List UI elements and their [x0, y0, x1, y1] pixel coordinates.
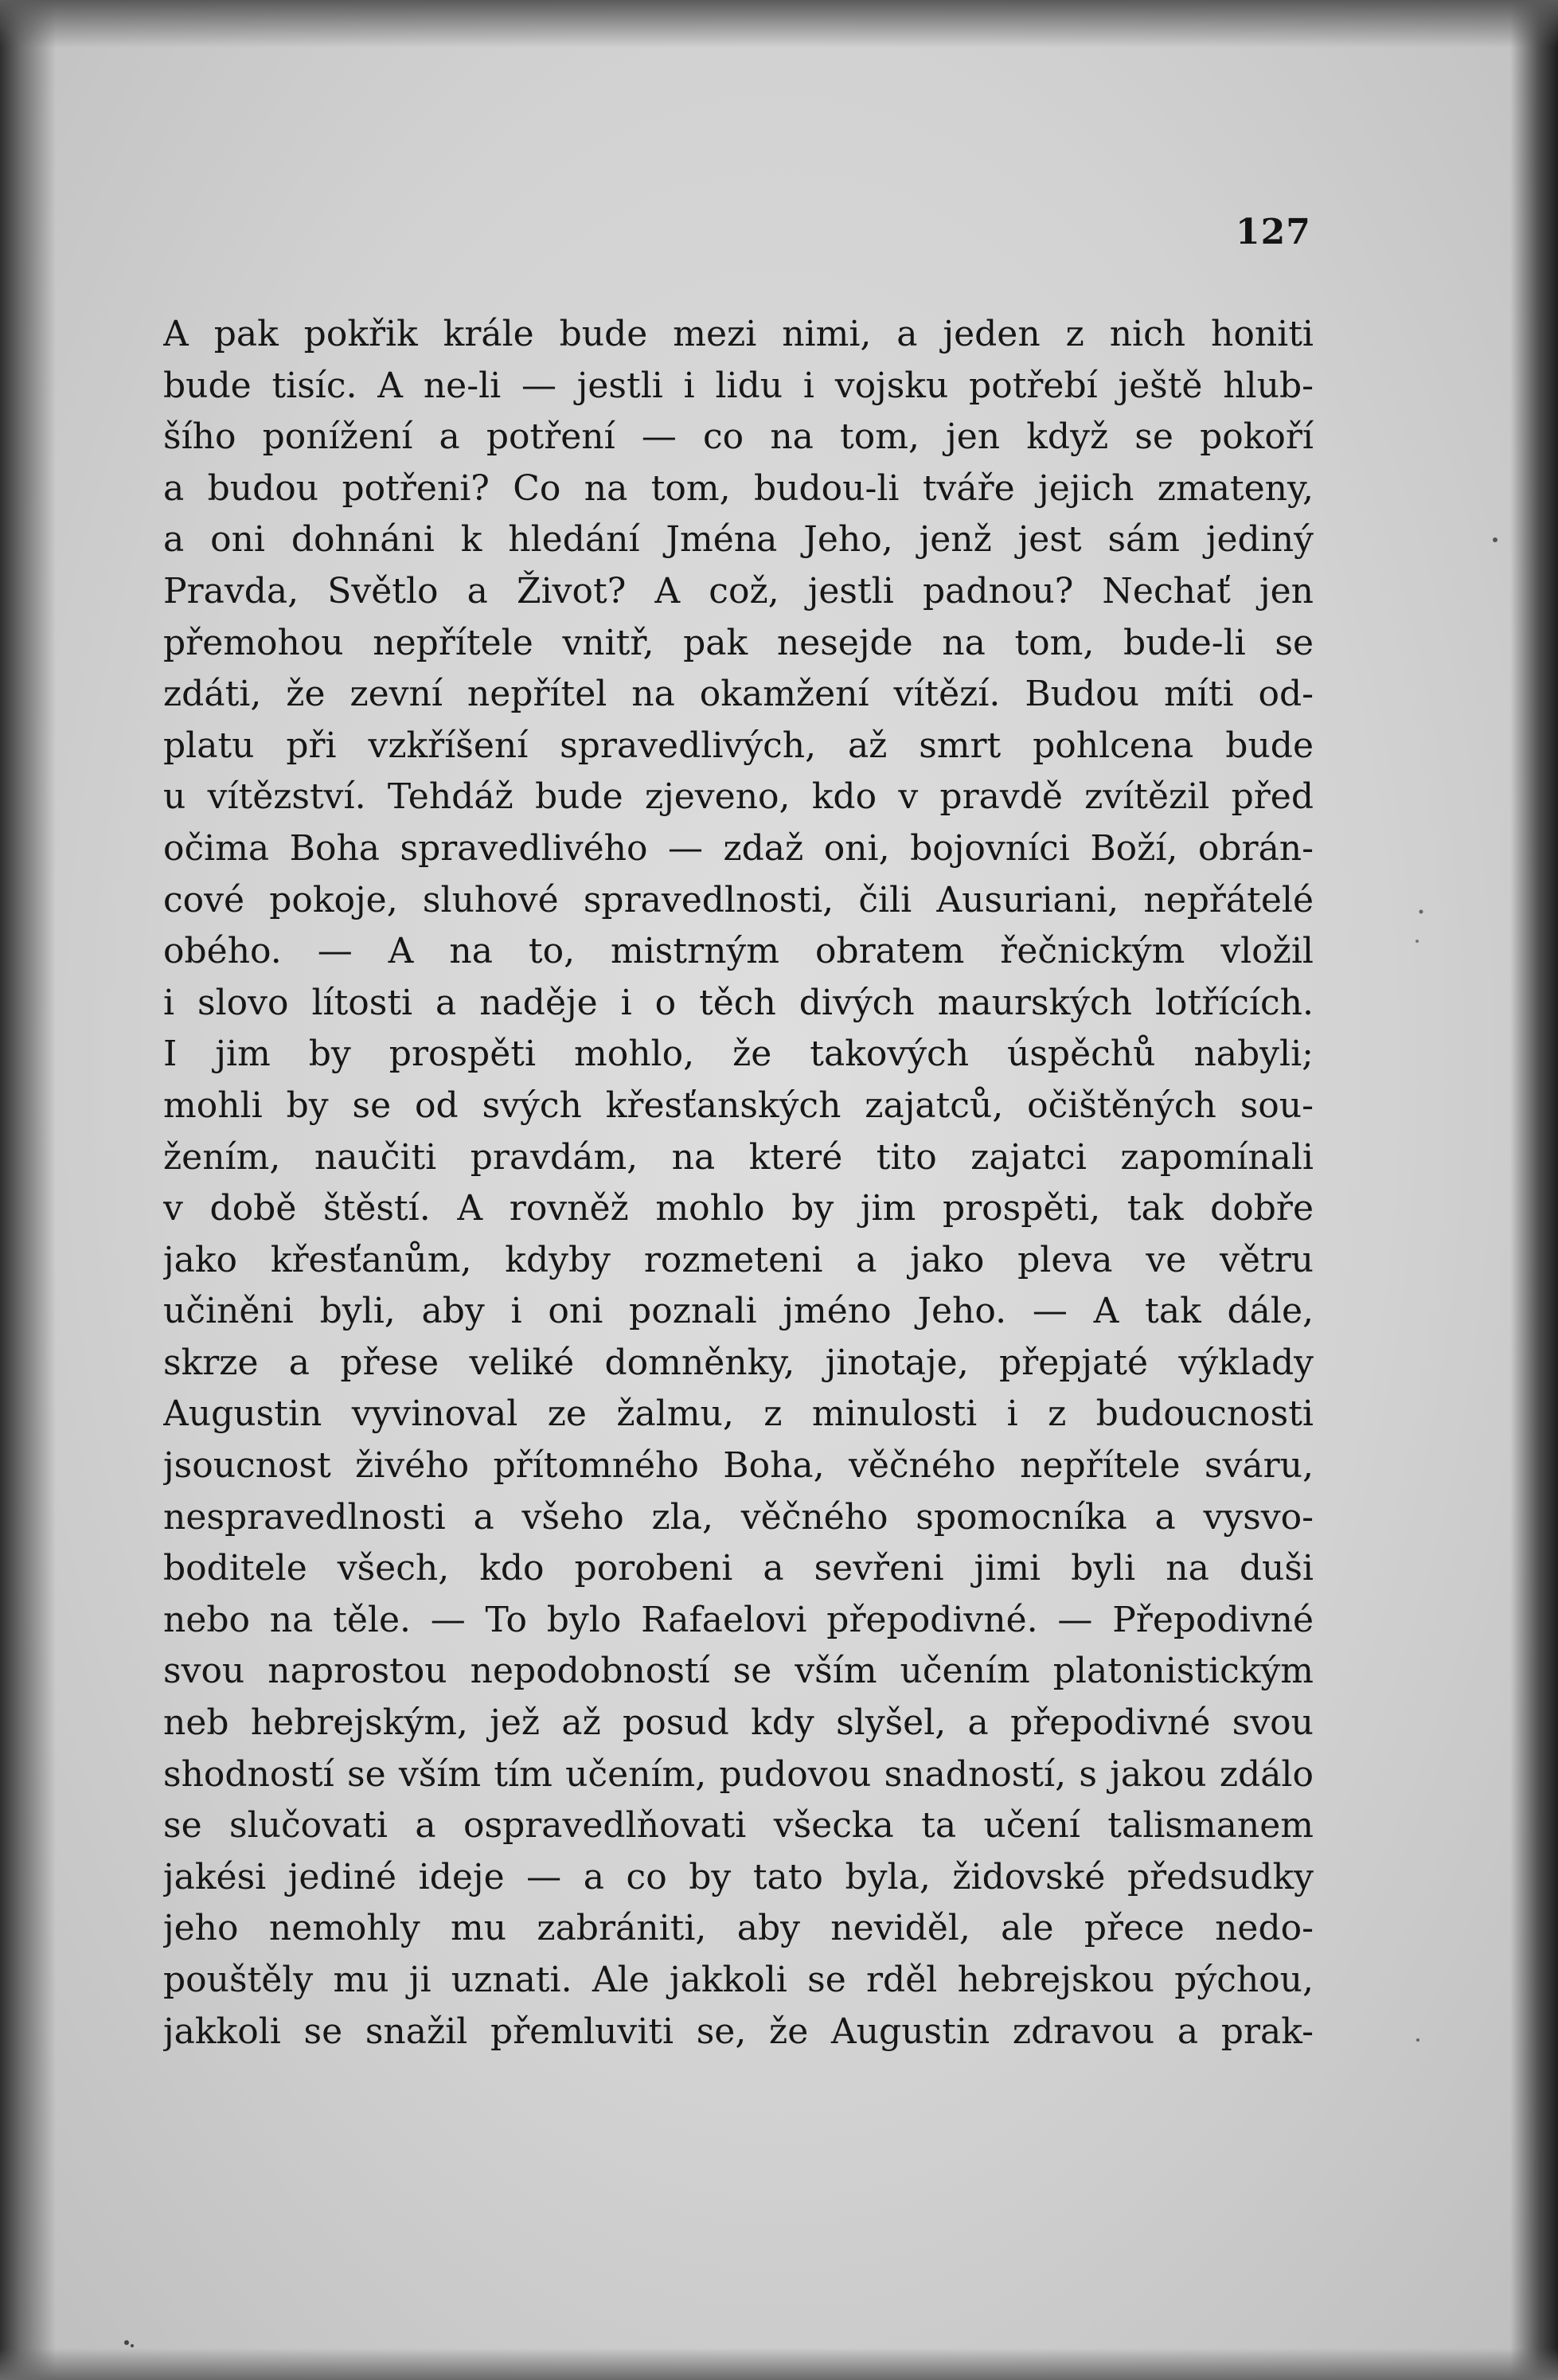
text-line: I jim by prospěti mohlo, že takových úspěchů nabyli;: [163, 1034, 1314, 1075]
text-line: Augustin vyvinoval ze žalmu, z minulosti i z budoucnosti: [163, 1393, 1314, 1435]
text-line: A pak pokřik krále bude mezi nimi, a jeden z nich honiti: [163, 314, 1314, 354]
text-line: svou naprostou nepodobností se vším učením platonistickým: [163, 1651, 1314, 1692]
text-line: v době štěstí. A rovněž mohlo by jim prospěti, tak dobře: [163, 1188, 1314, 1229]
text-line: pouštěly mu ji uznati. Ale jakkoli se rděl hebrejskou pýchou,: [163, 1960, 1314, 2000]
text-line: skrze a přese veliké domněnky, jinotaje, přepjaté výklady: [163, 1342, 1314, 1383]
text-line: platu při vzkříšení spravedlivých, až smrt pohlcena bude: [163, 725, 1314, 766]
text-line: žením, naučiti pravdám, na které tito zajatci zapomínali: [163, 1136, 1314, 1178]
text-line: i slovo lítosti a naděje i o těch divých maurských lotřících.: [163, 982, 1314, 1023]
text-line: a budou potřeni? Co na tom, budou-li tváře jejich zmateny,: [163, 467, 1314, 509]
body-text: [163, 309, 1314, 2058]
text-line: jeho nemohly mu zabrániti, aby neviděl, ale přece nedo-: [163, 1908, 1314, 1949]
text-line: jako křesťanům, kdyby rozmeteni a jako pleva ve větru: [163, 1239, 1314, 1280]
text-line: neb hebrejským, jež až posud kdy slyšel, a přepodivné svou: [163, 1702, 1314, 1744]
text-line: jsoucnost živého přítomného Boha, věčného nepřítele sváru,: [163, 1445, 1314, 1487]
text-line: jakési jediné ideje — a co by tato byla, židovské předsudky: [163, 1856, 1314, 1897]
text-line: přemohou nepřítele vnitř, pak nesejde na tom, bude-li se: [163, 622, 1314, 663]
text-line: nespravedlnosti a všeho zla, věčného spomocníka a vysvo-: [163, 1496, 1314, 1538]
text-line: u vítězství. Tehdáž bude zjeveno, kdo v pravdě zvítězil před: [163, 776, 1314, 818]
text-line: zdáti, že zevní nepřítel na okamžení vítězí. Budou míti od-: [163, 674, 1314, 715]
text-line: shodností se vším tím učením, pudovou snadností, s jakou zdálo: [163, 1753, 1314, 1795]
text-line: a oni dohnáni k hledání Jména Jeho, jenž jest sám jediný: [163, 519, 1314, 561]
text-line: nebo na těle. — To bylo Rafaelovi přepodivné. — Přepodivné: [163, 1599, 1314, 1640]
text-line: šího ponížení a potření — co na tom, jen když se pokoří: [163, 416, 1314, 458]
text-line: mohli by se od svých křesťanských zajatců, očištěných sou-: [163, 1084, 1314, 1126]
text-line: se slučovati a ospravedlňovati všecka ta učení talismanem: [163, 1805, 1314, 1847]
text-line: cové pokoje, sluhové spravedlnosti, čili Ausuriani, nepřátelé: [163, 879, 1314, 920]
page-number: 127: [1236, 212, 1311, 252]
text-line: jakkoli se snažil přemluviti se, že Augustin zdravou a prak-: [163, 2011, 1314, 2052]
text-line: očima Boha spravedlivého — zdaž oni, bojovníci Boží, obrán-: [163, 827, 1314, 869]
text-line: obého. — A na to, mistrným obratem řečnickým vložil: [163, 931, 1314, 972]
text-line: boditele všech, kdo porobeni a sevřeni jimi byli na duši: [163, 1548, 1314, 1589]
text-line: bude tisíc. A ne-li — jestli i lidu i vojsku potřebí ještě hlub-: [163, 365, 1314, 406]
text-line: učiněni byli, aby i oni poznali jméno Jeho. — A tak dále,: [163, 1291, 1314, 1332]
text-line: Pravda, Světlo a Život? A což, jestli padnou? Nechať jen: [163, 570, 1314, 612]
